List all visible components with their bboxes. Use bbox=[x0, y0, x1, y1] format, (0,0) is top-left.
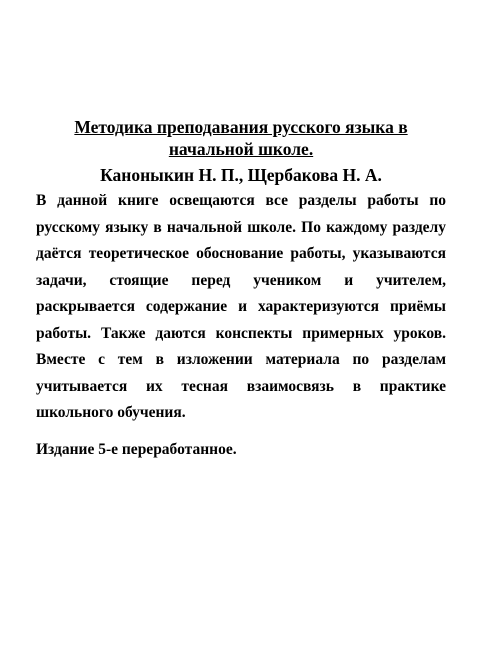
book-authors: Каноныкин Н. П., Щербакова Н. А. bbox=[100, 165, 382, 185]
book-title: Методика преподавания русского языка в начальной школе. bbox=[74, 117, 408, 159]
book-description: В данной книге освещаются все разделы работы по русскому языку в начальной школе. По каждому разделу даётся теоретическое обоснование работы, указываются задачи, стоящие перед учеником и учителем, раскрывается содержание и характеризуются приёмы работы. Также даются конспекты примерных уроков. Вместе с тем в изложении материала по разделам учитывается их тесная взаимосвязь в практике школьного обучения. bbox=[36, 192, 446, 421]
edition-note: Издание 5-е переработанное. bbox=[36, 440, 237, 458]
book-annotation bbox=[36, 116, 446, 463]
